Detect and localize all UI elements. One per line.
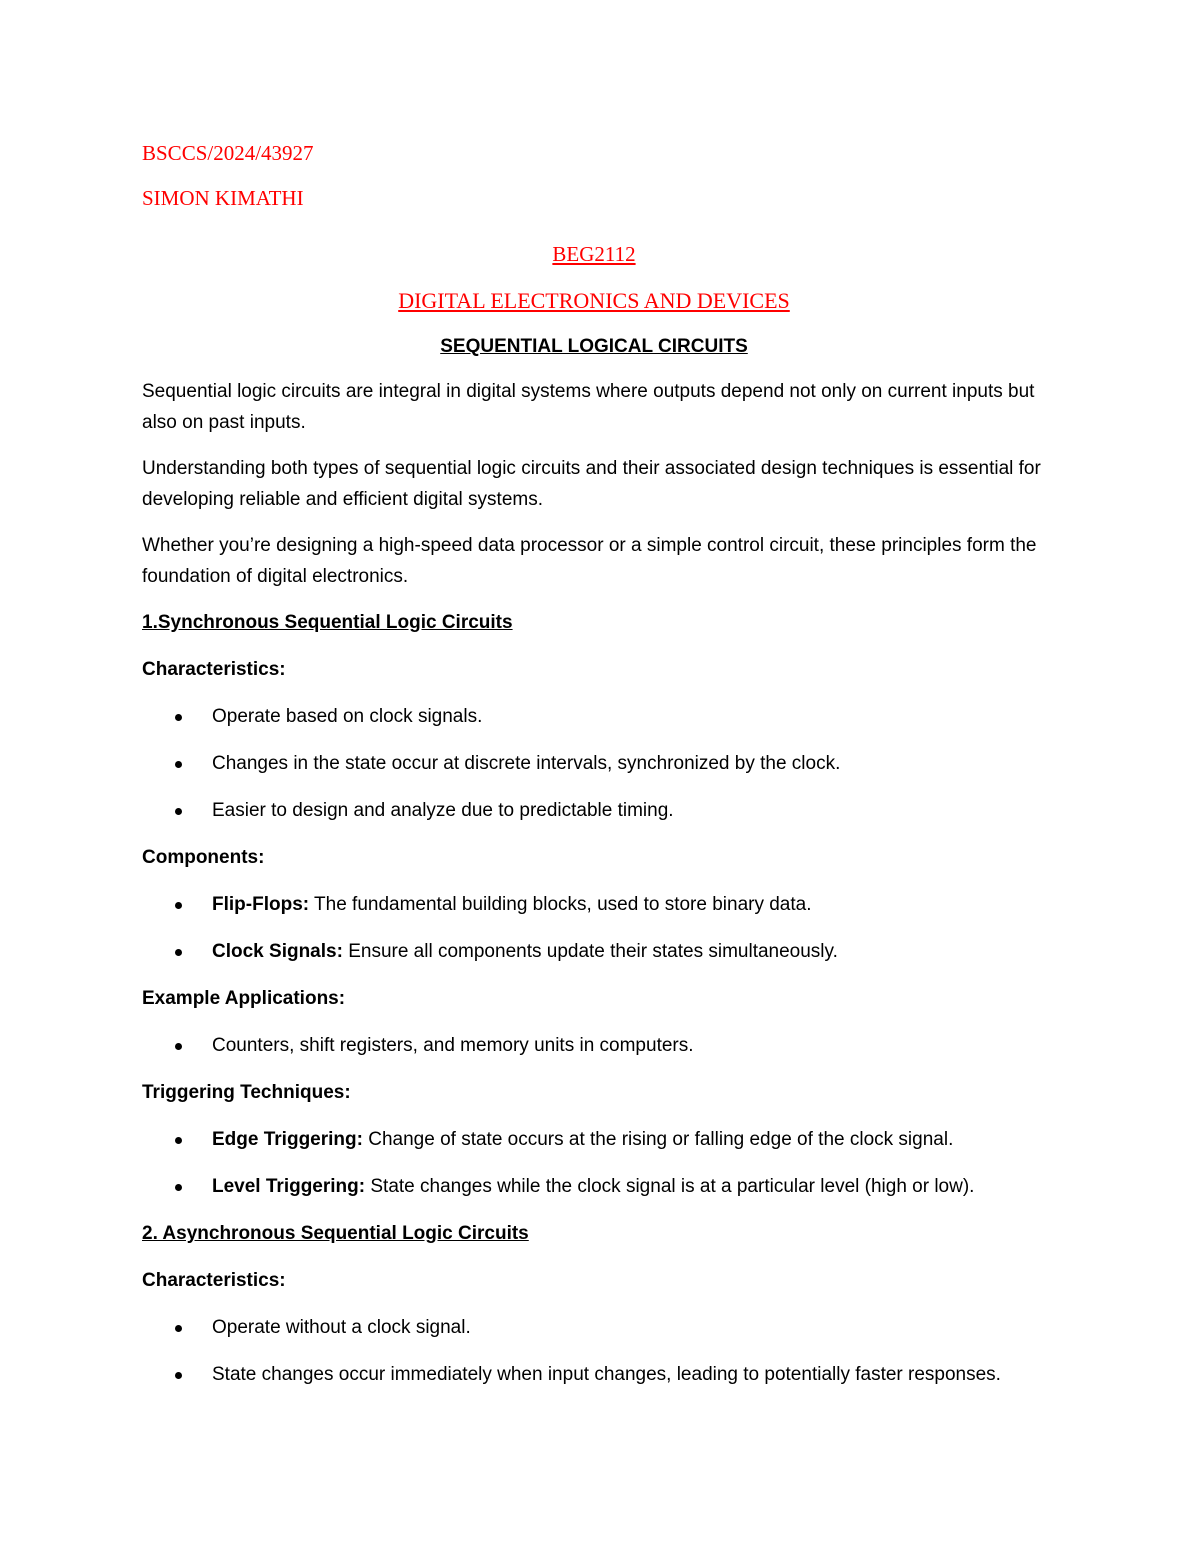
characteristics-list: [142, 701, 1062, 826]
term-label: Clock Signals:: [212, 941, 343, 962]
document-title: SEQUENTIAL LOGICAL CIRCUITS: [440, 336, 748, 357]
bullet-icon: [175, 808, 182, 815]
list-item: [142, 936, 1062, 967]
bullet-icon: [175, 761, 182, 768]
student-name: SIMON KIMATHI: [142, 186, 304, 210]
term-label: Edge Triggering:: [212, 1129, 363, 1150]
applications-list: [142, 1030, 1062, 1061]
section-heading-synchronous: 1.Synchronous Sequential Logic Circuits: [142, 612, 513, 633]
components-list: [142, 889, 1062, 967]
intro-paragraph-1: Sequential logic circuits are integral in digital systems where outputs depend not only on current inputs but also on past inputs.: [142, 381, 1035, 433]
bullet-icon: [175, 1325, 182, 1332]
term-description: State changes while the clock signal is at a particular level (high or low).: [365, 1176, 975, 1197]
bullet-icon: [175, 1184, 182, 1191]
list-item: [142, 1359, 1062, 1390]
student-id: BSCCS/2024/43927: [142, 141, 314, 165]
list-item: [142, 1171, 1062, 1202]
list-item-text: Counters, shift registers, and memory units in computers.: [212, 1035, 694, 1056]
list-item: [142, 889, 1062, 920]
list-item: [142, 795, 1062, 826]
components-heading: Components:: [142, 847, 265, 868]
characteristics-heading: Characteristics:: [142, 1270, 286, 1291]
characteristics-list: [142, 1312, 1062, 1390]
list-item-text: Changes in the state occur at discrete intervals, synchronized by the clock.: [212, 753, 841, 774]
bullet-icon: [175, 1043, 182, 1050]
term-label: Level Triggering:: [212, 1176, 366, 1197]
bullet-icon: [175, 1137, 182, 1144]
term-description: Ensure all components update their states simultaneously.: [342, 941, 838, 962]
bullet-icon: [175, 902, 182, 909]
section-heading-asynchronous: 2. Asynchronous Sequential Logic Circuits: [142, 1223, 529, 1244]
bullet-icon: [175, 1372, 182, 1379]
course-title: DIGITAL ELECTRONICS AND DEVICES: [398, 288, 790, 313]
list-item: [142, 1030, 1062, 1061]
bullet-icon: [175, 949, 182, 956]
list-item: [142, 748, 1062, 779]
term-description: Change of state occurs at the rising or falling edge of the clock signal.: [362, 1129, 954, 1150]
list-item-text: Easier to design and analyze due to predictable timing.: [212, 800, 674, 821]
list-item-text: Operate without a clock signal.: [212, 1317, 471, 1338]
term-label: Flip-Flops:: [212, 894, 310, 915]
list-item: [142, 701, 1062, 732]
intro-paragraph-3: Whether you’re designing a high-speed data processor or a simple control circuit, these principles form the foundation of digital electronics.: [142, 535, 1037, 587]
term-description: The fundamental building blocks, used to store binary data.: [309, 894, 812, 915]
triggering-heading: Triggering Techniques:: [142, 1082, 351, 1103]
document-body: [142, 138, 1062, 1406]
course-code: BEG2112: [552, 242, 636, 266]
list-item-text: Operate based on clock signals.: [212, 706, 483, 727]
applications-heading: Example Applications:: [142, 988, 346, 1009]
intro-paragraph-2: Understanding both types of sequential logic circuits and their associated design techniques is essential for developing reliable and efficient digital systems.: [142, 458, 1041, 510]
characteristics-heading: Characteristics:: [142, 659, 286, 680]
list-item-text: State changes occur immediately when input changes, leading to potentially faster responses.: [212, 1364, 1001, 1385]
triggering-list: [142, 1124, 1062, 1202]
list-item: [142, 1124, 1062, 1155]
bullet-icon: [175, 714, 182, 721]
list-item: [142, 1312, 1062, 1343]
